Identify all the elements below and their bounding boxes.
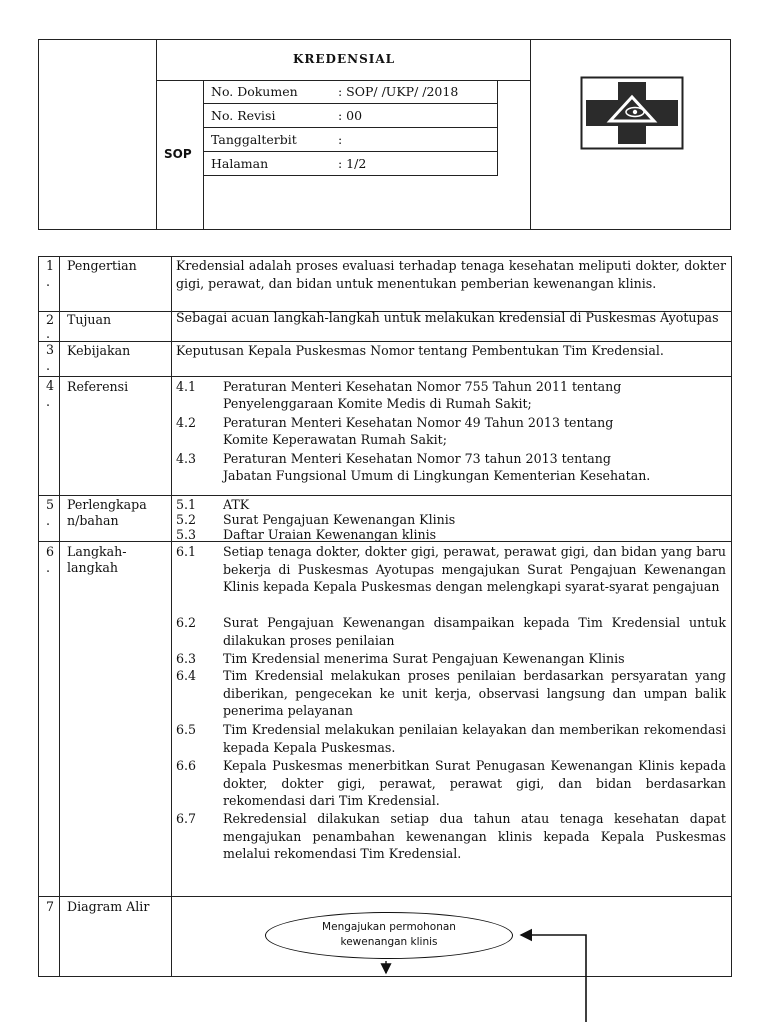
flow-node-text: kewenangan klinis [340,936,438,948]
row-number-dot: . [46,394,51,409]
row-label-langkah: Langkah- [67,544,127,559]
list-item-number: 6.4 [176,668,197,683]
row-text-pengertian: Kredensial adalah proses evaluasi terhadap tenaga kesehatan meliputi dokter, dokter gigi, perawat, dan bidan untuk menentukan pemberian kewenangan klinis. [176,258,726,291]
list-item-text: Peraturan Menteri Kesehatan Nomor 755 Tahun 2011 tentang [223,379,622,394]
flow-return-arrow [521,935,586,1022]
list-item-text: Penyelenggaraan Komite Medis di Rumah Sakit; [223,396,532,411]
row-number: 2 [46,312,55,327]
row-number-dot: . [46,358,51,373]
row-number-dot: . [46,560,51,575]
list-item-number: 6.3 [176,651,197,666]
list-item-number: 6.5 [176,722,197,737]
field-label-no-revisi: No. Revisi [211,108,276,123]
row-label-referensi: Referensi [67,379,129,394]
field-value-tanggal-terbit: : [338,132,343,147]
list-item-text: ATK [223,497,250,512]
flow-node-text: Mengajukan permohonan [322,921,456,933]
field-label-halaman: Halaman [211,156,269,171]
row-label-kebijakan: Kebijakan [67,343,131,358]
row-label-perlengkapan: Perlengkapa [67,497,147,512]
list-item-text: Tim Kredensial melakukan proses penilaian berdasarkan persyaratan yang diberikan, pengecekan ke unit kerja, observasi langsung dan umpan balik penerima pelayanan [223,668,726,718]
list-item-text: Peraturan Menteri Kesehatan Nomor 73 tahun 2013 tentang [223,451,611,466]
list-item-number: 5.2 [176,512,197,527]
list-item-text: Rekredensial dilakukan setiap dua tahun atau tenaga kesehatan dapat mengajukan penambahan kewenangan klinis kepada Kepala Puskesmas melalui rekomendasi Tim Kredensial. [223,811,726,861]
list-item-number: 6.1 [176,544,197,559]
list-item-text: Jabatan Fungsional Umum di Lingkungan Kementerian Kesehatan. [223,468,651,483]
list-item-number: 6.6 [176,758,197,773]
sop-label: SOP [164,147,192,161]
row-text-kebijakan: Keputusan Kepala Puskesmas Nomor tentang Pembentukan Tim Kredensial. [176,343,664,358]
list-item-text: Surat Pengajuan Kewenangan Klinis [223,512,456,527]
row-label-tujuan: Tujuan [67,312,112,327]
field-label-no-dokumen: No. Dokumen [211,84,298,99]
list-item-text: Peraturan Menteri Kesehatan Nomor 49 Tahun 2013 tentang [223,415,614,430]
row-number-dot: . [46,326,51,341]
row-number: 4 [46,378,55,393]
field-value-no-dokumen: : SOP/ /UKP/ /2018 [338,84,459,99]
row-number: 6 [46,544,55,559]
list-item-number: 6.7 [176,811,197,826]
row-label-perlengkapan: n/bahan [67,513,119,528]
list-item-text: Komite Keperawatan Rumah Sakit; [223,432,447,447]
field-label-tanggal-terbit: Tanggalterbit [211,132,297,147]
field-value-no-revisi: : 00 [338,108,363,123]
row-number: 1 [46,258,55,273]
row-label-pengertian: Pengertian [67,258,137,273]
row-label-langkah: langkah [67,560,118,575]
list-item-number: 4.3 [176,451,197,466]
row-number-dot: . [46,274,51,289]
list-item-number: 6.2 [176,615,197,630]
list-item-text: Surat Pengajuan Kewenangan disampaikan kepada Tim Kredensial untuk dilakukan proses penilaian [223,615,726,648]
list-item-number: 4.2 [176,415,197,430]
list-item-text: Tim Kredensial menerima Surat Pengajuan Kewenangan Klinis [223,651,625,666]
list-item-text: Daftar Uraian Kewenangan klinis [223,527,437,542]
row-text-tujuan: Sebagai acuan langkah-langkah untuk melakukan kredensial di Puskesmas Ayotupas [176,310,719,325]
row-number: 3 [46,342,55,357]
list-item-number: 5.1 [176,497,197,512]
document-title: KREDENSIAL [293,52,396,66]
row-label-diagram-alir: Diagram Alir [67,899,150,914]
list-item-number: 5.3 [176,527,197,542]
field-value-halaman: : 1/2 [338,156,367,171]
list-item-text: Setiap tenaga dokter, dokter gigi, perawat, perawat gigi, dan bidan yang baru bekerja di Puskesmas Ayotupas mengajukan Surat Pengajuan Kewenangan Klinis kepada Kepala Puskesmas dengan melengkapi syarat-syarat pengajuan [223,544,726,594]
list-item-text: Tim Kredensial melakukan penilaian kelayakan dan memberikan rekomendasi kepada Kepala Puskesmas. [223,722,726,755]
row-number-dot: . [46,513,51,528]
row-number: 7 [46,899,55,914]
row-number: 5 [46,497,55,512]
list-item-text: Kepala Puskesmas menerbitkan Surat Penugasan Kewenangan Klinis kepada dokter, dokter gigi, perawat, perawat gigi, dan bidan berdasarkan rekomendasi dari Tim Kredensial. [223,758,726,808]
list-item-number: 4.1 [176,379,197,394]
